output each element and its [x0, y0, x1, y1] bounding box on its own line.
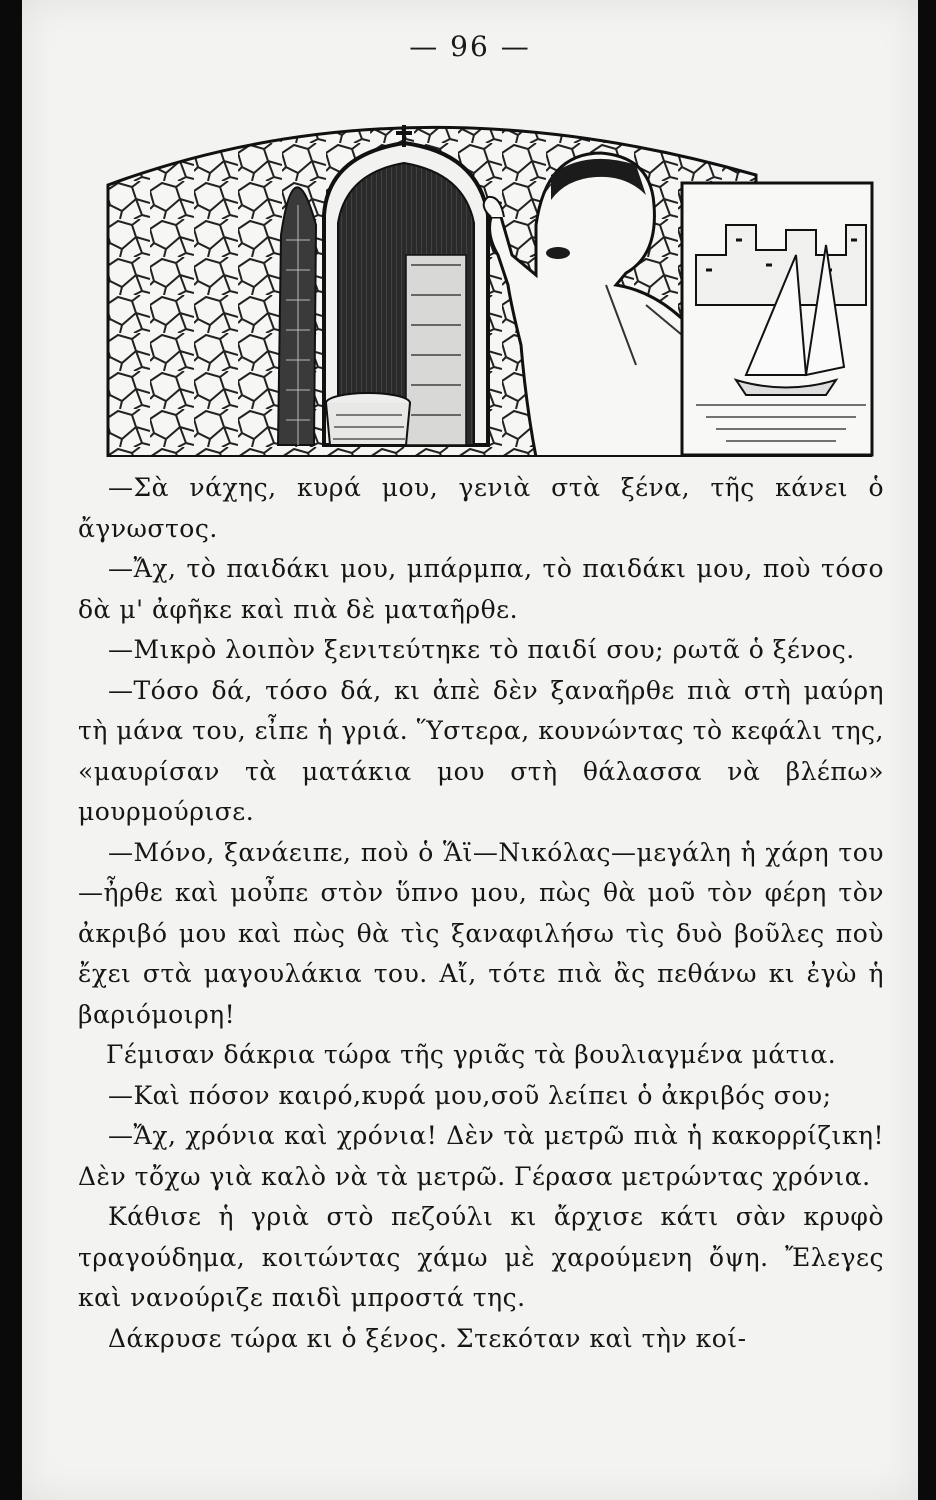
paragraph: —Ἄχ, τὸ παιδάκι μου, μπάρμπα, τὸ παιδάκι μου, ποὺ τόσο δὰ μ' ἀφῆκε καὶ πιὰ δὲ ματαῆρθε.	[78, 554, 884, 624]
book-page	[22, 0, 918, 1500]
paragraph: —Καὶ πόσον καιρό,κυρά μου,σοῦ λείπει ὁ ἀκριβός σου;	[108, 1080, 832, 1110]
paragraph: Γέμισαν δάκρια τώρα τῆς γριᾶς τὰ βουλιαγμένα μάτια.	[106, 1040, 837, 1069]
paragraph: —Μόνο, ξανάειπε, ποὺ ὁ Ἅϊ—Νικόλας—μεγάλη ἡ χάρη του—ἦρθε καὶ μοὖπε στὸν ὕπνο μου, πὼς θὰ μοῦ τὸν φέρη τὸν ἀκριβό μου καὶ πὼς θὰ τὶς ξαναφιλήσω τὶς δυὸ βοῦλες ποὺ ἔχει στὰ μαγουλάκια του. Αἴ, τότε πιὰ ἂς πεθάνω κι ἐγὼ ἡ βαριόμοιρη!	[78, 837, 884, 1029]
paragraph: Κάθισε ἡ γριὰ στὸ πεζούλι κι ἄρχισε κάτι σὰν κρυφὸ τραγούδημα, κοιτώντας χάμω μὲ χαρούμενη ὄψη. Ἔλεγες καὶ νανούριζε παιδὶ μπροστά της.	[78, 1202, 884, 1312]
paragraph: —Μικρὸ λοιπὸν ξενιτεύτηκε τὸ παιδί σου; ρωτᾶ ὁ ξένος.	[108, 635, 855, 664]
paragraph: Δάκρυσε τώρα κι ὁ ξένος. Στεκόταν καὶ τὴν κοί-	[108, 1323, 747, 1353]
page-number: — 96 —	[409, 30, 531, 63]
paragraph: —Σὰ νάχης, κυρά μου, γενιὰ στὰ ξένα, τῆς κάνει ὁ ἄγνωστος.	[78, 473, 884, 543]
story-text	[78, 468, 884, 1359]
paragraph: —Ἄχ, χρόνια καὶ χρόνια! Δὲν τὰ μετρῶ πιὰ ἡ κακορρίζικη! Δὲν τὄχω γιὰ καλὸ νὰ τὰ μετρῶ. Γέρασα μετρώντας χρόνια.	[78, 1121, 884, 1191]
chapel-illustration	[106, 105, 876, 457]
paragraph: —Τόσο δά, τόσο δά, κι ἀπὲ δὲν ξαναῆρθε πιὰ στὴ μαύρη τὴ μάνα του, εἶπε ἡ γριά. Ὕστερα, κουνώντας τὸ κεφάλι της, «μαυρίσαν τὰ ματάκια μου στὴ θάλασσα νὰ βλέπω» μουρμούρισε.	[78, 675, 884, 826]
